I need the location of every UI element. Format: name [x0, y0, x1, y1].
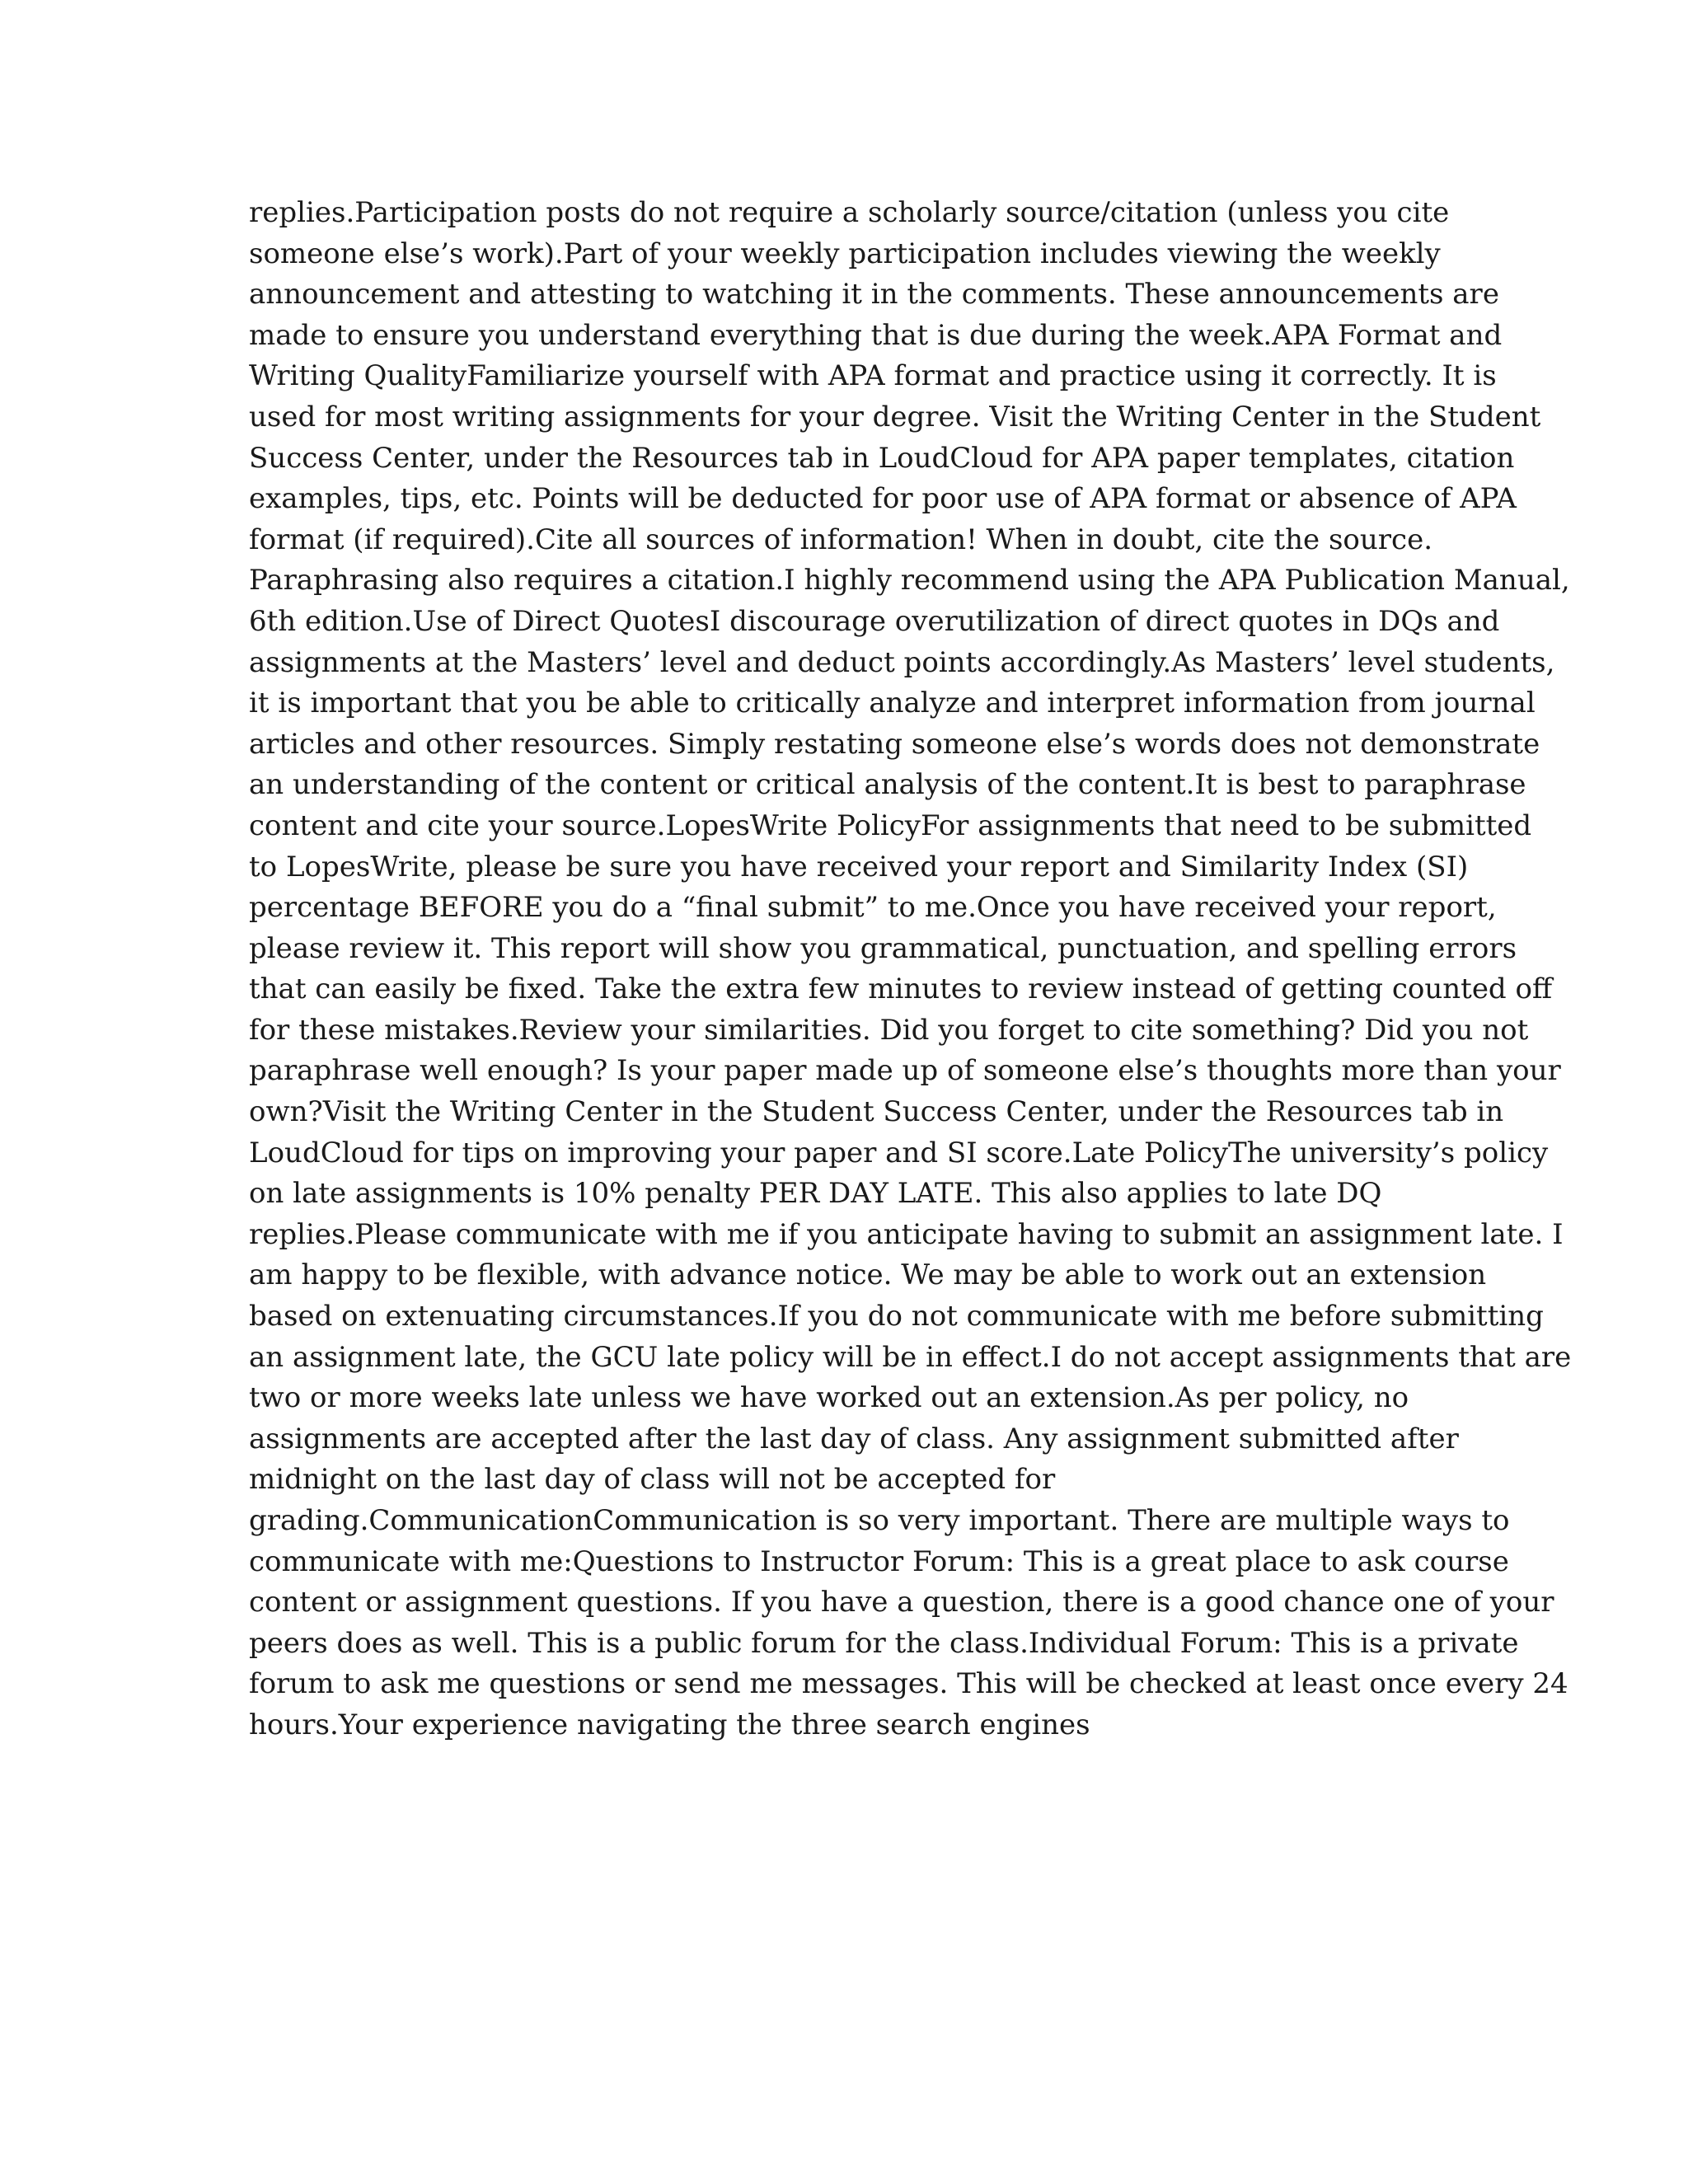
text-line: to LopesWrite, please be sure you have received your report and Similarity Index (SI) [249, 850, 1469, 883]
text-line: format (if required).Cite all sources of information! When in doubt, cite the source. [249, 523, 1433, 556]
text-line: an assignment late, the GCU late policy will be in effect.I do not accept assignments that are [249, 1340, 1572, 1374]
text-line: Paraphrasing also requires a citation.I highly recommend using the APA Publication Manual, [249, 564, 1570, 598]
text-line: paraphrase well enough? Is your paper made up of someone else’s thoughts more than your [249, 1054, 1561, 1088]
text-line: own?Visit the Writing Center in the Student Success Center, under the Resources tab in [249, 1095, 1504, 1129]
text-line: someone else’s work).Part of your weekly participation includes viewing the weekly [249, 237, 1441, 270]
text-line: based on extenuating circumstances.If you do not communicate with me before submitting [249, 1300, 1544, 1333]
text-line: content and cite your source.LopesWrite PolicyFor assignments that need to be submitted [249, 808, 1532, 842]
text-line: midnight on the last day of class will not be accepted for [249, 1463, 1056, 1497]
text-line: peers does as well. This is a public forum for the class.Individual Forum: This is a private [249, 1626, 1519, 1660]
text-line: communicate with me:Questions to Instructor Forum: This is a great place to ask course [249, 1544, 1509, 1578]
text-line: replies.Participation posts do not require a scholarly source/citation (unless you cite [249, 196, 1450, 229]
text-line: Success Center, under the Resources tab in LoudCloud for APA paper templates, citation [249, 441, 1515, 475]
text-line: content or assignment questions. If you have a question, there is a good chance one of your [249, 1586, 1554, 1619]
text-line: two or more weeks late unless we have worked out an extension.As per policy, no [249, 1381, 1409, 1415]
text-line: LoudCloud for tips on improving your paper and SI score.Late PolicyThe university’s policy [249, 1136, 1549, 1169]
text-line: used for most writing assignments for your degree. Visit the Writing Center in the Student [249, 400, 1541, 434]
text-line: am happy to be flexible, with advance notice. We may be able to work out an extension [249, 1258, 1487, 1292]
text-line: grading.CommunicationCommunication is so very important. There are multiple ways to [249, 1504, 1510, 1537]
text-line: examples, tips, etc. Points will be deducted for poor use of APA format or absence of APA [249, 482, 1517, 516]
body-text [249, 193, 1572, 1746]
text-line: 6th edition.Use of Direct QuotesI discourage overutilization of direct quotes in DQs and [249, 604, 1500, 638]
text-line: it is important that you be able to critically analyze and interpret information from journal [249, 687, 1536, 720]
text-line: percentage BEFORE you do a “final submit” to me.Once you have received your report, [249, 891, 1497, 925]
text-line: announcement and attesting to watching it in the comments. These announcements are [249, 278, 1499, 312]
text-line: replies.Please communicate with me if you anticipate having to submit an assignment late. I [249, 1217, 1564, 1251]
text-line: assignments at the Masters’ level and deduct points accordingly.As Masters’ level students, [249, 645, 1555, 679]
text-line: for these mistakes.Review your similarities. Did you forget to cite something? Did you not [249, 1013, 1529, 1047]
text-line: an understanding of the content or critical analysis of the content.It is best to paraphrase [249, 768, 1526, 802]
text-line: Writing QualityFamiliarize yourself with APA format and practice using it correctly. It is [249, 359, 1497, 393]
text-line: that can easily be fixed. Take the extra few minutes to review instead of getting counted off [249, 972, 1553, 1006]
text-line: on late assignments is 10% penalty PER DAY LATE. This also applies to late DQ [249, 1177, 1382, 1211]
text-line: please review it. This report will show you grammatical, punctuation, and spelling errors [249, 931, 1517, 965]
text-line: assignments are accepted after the last day of class. Any assignment submitted after [249, 1422, 1459, 1455]
text-line: articles and other resources. Simply restating someone else’s words does not demonstrate [249, 727, 1540, 761]
text-line: hours.Your experience navigating the three search engines [249, 1708, 1090, 1741]
text-line: forum to ask me questions or send me messages. This will be checked at least once every 24 [249, 1667, 1568, 1701]
text-line: made to ensure you understand everything that is due during the week.APA Format and [249, 318, 1503, 352]
